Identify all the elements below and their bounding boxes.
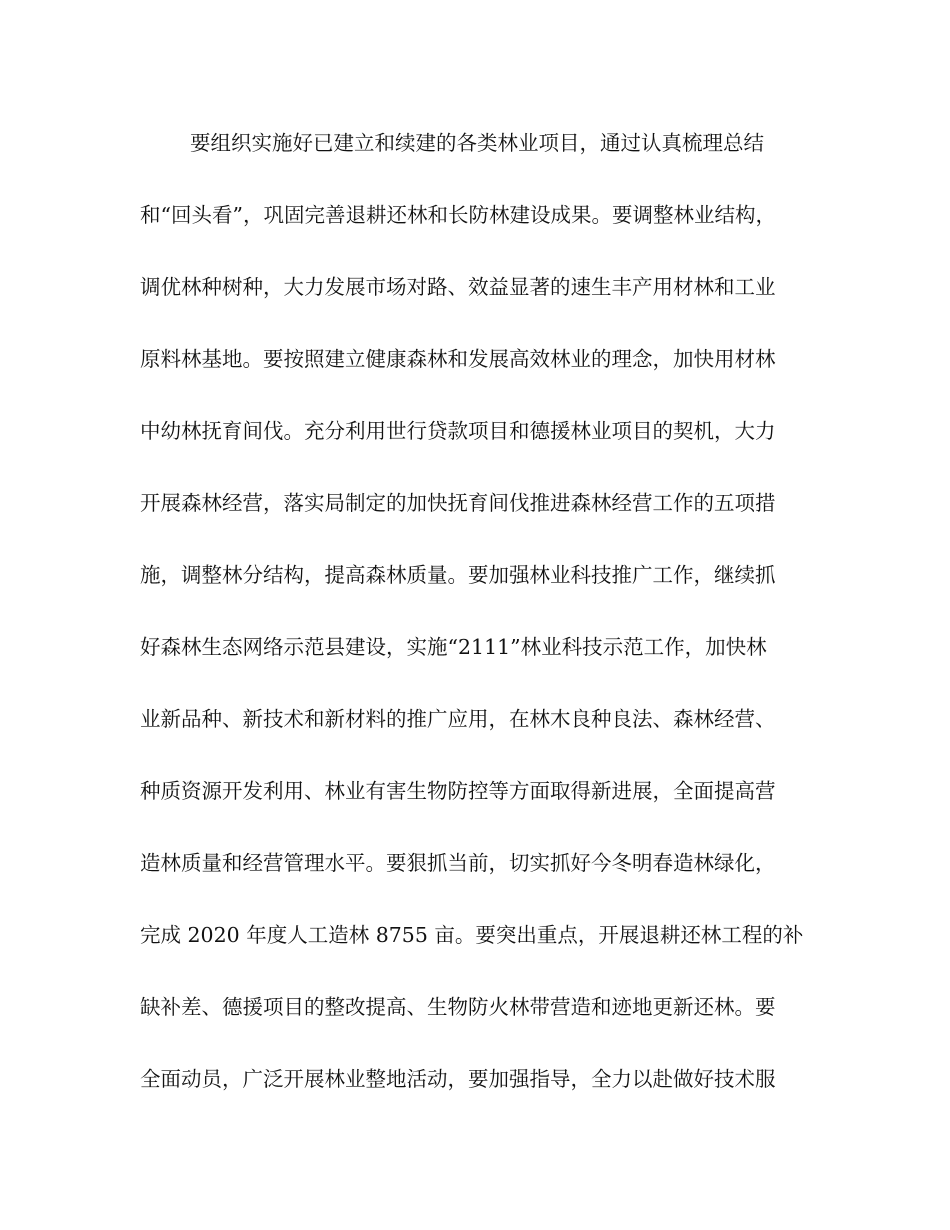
paragraph-line: 原料林基地。要按照建立健康森林和发展高效林业的理念，加快用材林: [140, 347, 776, 371]
paragraph-line: 要组织实施好已建立和续建的各类林业项目，通过认真梳理总结: [190, 131, 764, 155]
paragraph-line: 中幼林抚育间伐。充分利用世行贷款项目和德援林业项目的契机，大力: [140, 419, 776, 443]
paragraph-line: 缺补差、德援项目的整改提高、生物防火林带营造和迹地更新还林。要: [140, 995, 776, 1019]
paragraph-line: 业新品种、新技术和新材料的推广应用，在林木良种良法、森林经营、: [140, 707, 776, 731]
paragraph-line: 造林质量和经营管理水平。要狠抓当前，切实抓好今冬明春造林绿化，: [140, 851, 776, 875]
paragraph-line: 完成 2020 年度人工造林 8755 亩。要突出重点，开展退耕还林工程的补: [140, 923, 804, 947]
paragraph-line: 和“回头看”，巩固完善退耕还林和长防林建设成果。要调整林业结构，: [140, 203, 776, 227]
paragraph-line: 开展森林经营，落实局制定的加快抚育间伐推进森林经营工作的五项措: [140, 491, 776, 515]
paragraph-line: 施，调整林分结构，提高森林质量。要加强林业科技推广工作，继续抓: [140, 563, 776, 587]
paragraph-line: 调优林种树种，大力发展市场对路、效益显著的速生丰产用材林和工业: [140, 275, 776, 299]
paragraph-line: 种质资源开发利用、林业有害生物防控等方面取得新进展，全面提高营: [140, 779, 776, 803]
paragraph-line: 全面动员，广泛开展林业整地活动，要加强指导，全力以赴做好技术服: [140, 1067, 776, 1091]
paragraph-line: 好森林生态网络示范县建设，实施“2111”林业科技示范工作，加快林: [140, 635, 767, 659]
